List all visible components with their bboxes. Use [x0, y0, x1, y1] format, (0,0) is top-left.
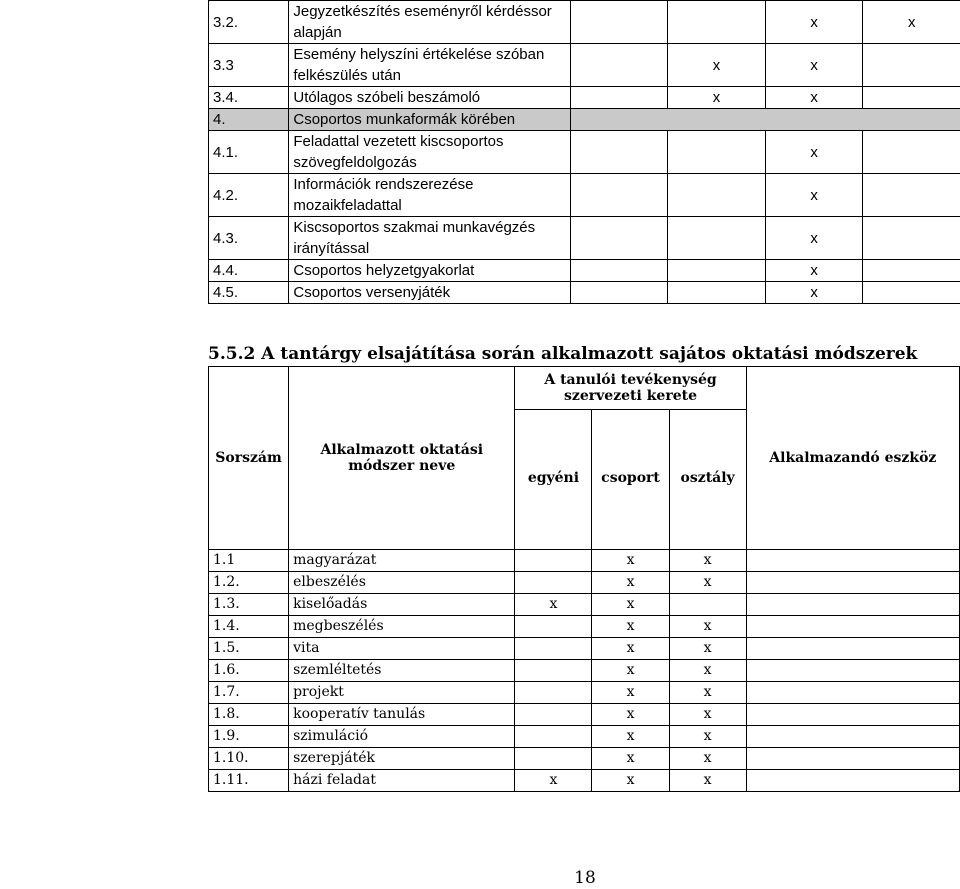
mark-csoport: x [592, 704, 669, 726]
table-row [209, 131, 960, 174]
table-row [209, 87, 960, 109]
mark-cell [863, 87, 960, 109]
mark-cell [668, 282, 766, 304]
mark-csoport: x [592, 594, 669, 616]
method-name: kooperatív tanulás [289, 704, 515, 726]
mark-cell: x [668, 87, 766, 109]
row-number: 1.11. [209, 770, 289, 792]
mark-egyeni [515, 550, 592, 572]
mark-osztaly: x [669, 726, 746, 748]
mark-osztaly: x [669, 550, 746, 572]
row-number: 4.2. [209, 174, 289, 217]
table-row [209, 748, 960, 770]
category-row [209, 109, 960, 131]
row-number: 4.3. [209, 217, 289, 260]
mark-cell: x [765, 131, 863, 174]
tool-cell [746, 638, 959, 660]
mark-egyeni: x [515, 770, 592, 792]
header-tool: Alkalmazandó eszköz [746, 367, 959, 550]
category-fill [570, 109, 960, 131]
table-row [209, 682, 960, 704]
mark-csoport: x [592, 770, 669, 792]
mark-egyeni [515, 572, 592, 594]
mark-cell [570, 87, 668, 109]
mark-csoport: x [592, 682, 669, 704]
table-row [209, 594, 960, 616]
mark-egyeni [515, 726, 592, 748]
mark-osztaly: x [669, 660, 746, 682]
methods-table-top [208, 0, 960, 304]
tool-cell [746, 572, 959, 594]
tool-cell [746, 770, 959, 792]
mark-cell [570, 131, 668, 174]
mark-osztaly: x [669, 748, 746, 770]
mark-egyeni [515, 704, 592, 726]
method-name: házi feladat [289, 770, 515, 792]
row-number: 1.8. [209, 704, 289, 726]
row-number: 1.10. [209, 748, 289, 770]
row-name: Utólagos szóbeli beszámoló [289, 87, 570, 109]
mark-cell [863, 174, 960, 217]
mark-csoport: x [592, 660, 669, 682]
mark-osztaly: x [669, 704, 746, 726]
mark-csoport: x [592, 572, 669, 594]
row-number: 3.2. [209, 1, 289, 44]
table-row [209, 217, 960, 260]
table-row [209, 44, 960, 87]
method-name: elbeszélés [289, 572, 515, 594]
row-name: Csoportos munkaformák körében [289, 109, 570, 131]
mark-osztaly: x [669, 616, 746, 638]
table-row [209, 638, 960, 660]
mark-csoport: x [592, 726, 669, 748]
mark-osztaly: x [669, 572, 746, 594]
tool-cell [746, 704, 959, 726]
mark-cell: x [765, 44, 863, 87]
method-name: szerepjáték [289, 748, 515, 770]
mark-osztaly [669, 594, 746, 616]
methods-table-top-body [209, 1, 960, 304]
table-row [209, 726, 960, 748]
mark-cell [570, 44, 668, 87]
table-row [209, 1, 960, 44]
mark-cell [668, 174, 766, 217]
mark-cell: x [765, 282, 863, 304]
mark-egyeni [515, 660, 592, 682]
tool-cell [746, 616, 959, 638]
tool-cell [746, 660, 959, 682]
row-name: Csoportos versenyjáték [289, 282, 570, 304]
mark-cell: x [668, 44, 766, 87]
row-number: 1.9. [209, 726, 289, 748]
mark-csoport: x [592, 550, 669, 572]
row-number: 3.3 [209, 44, 289, 87]
header-activity-frame: A tanulói tevékenység szervezeti kerete [515, 367, 746, 410]
row-number: 1.7. [209, 682, 289, 704]
row-name: Jegyzetkészítés eseményről kérdéssor alapján [289, 1, 570, 44]
table-row [209, 282, 960, 304]
mark-egyeni: x [515, 594, 592, 616]
row-number: 1.5. [209, 638, 289, 660]
mark-cell [570, 1, 668, 44]
row-number: 1.2. [209, 572, 289, 594]
page-number: 18 [574, 868, 596, 888]
section-heading: 5.5.2 A tantárgy elsajátítása során alkalmazott sajátos oktatási módszerek [208, 344, 918, 364]
row-number: 4.1. [209, 131, 289, 174]
row-name: Esemény helyszíni értékelése szóban felkészülés után [289, 44, 570, 87]
method-name: kiselőadás [289, 594, 515, 616]
table-row [209, 260, 960, 282]
mark-cell: x [765, 260, 863, 282]
mark-csoport: x [592, 616, 669, 638]
mark-cell [668, 217, 766, 260]
row-number: 1.3. [209, 594, 289, 616]
table-row [209, 616, 960, 638]
row-number: 1.1 [209, 550, 289, 572]
mark-egyeni [515, 682, 592, 704]
mark-osztaly: x [669, 638, 746, 660]
row-number: 3.4. [209, 87, 289, 109]
mark-cell [668, 1, 766, 44]
table-row [209, 704, 960, 726]
mark-cell: x [863, 1, 960, 44]
method-name: magyarázat [289, 550, 515, 572]
row-name: Feladattal vezetett kiscsoportos szövegfeldolgozás [289, 131, 570, 174]
mark-cell: x [765, 174, 863, 217]
method-name: projekt [289, 682, 515, 704]
header-egyeni: egyéni [515, 410, 592, 550]
row-name: Kiscsoportos szakmai munkavégzés irányítással [289, 217, 570, 260]
table-row [209, 660, 960, 682]
tool-cell [746, 726, 959, 748]
mark-osztaly: x [669, 770, 746, 792]
row-number: 1.6. [209, 660, 289, 682]
mark-cell [570, 260, 668, 282]
mark-egyeni [515, 638, 592, 660]
tool-cell [746, 748, 959, 770]
table-row [209, 572, 960, 594]
mark-cell [863, 217, 960, 260]
row-name: Csoportos helyzetgyakorlat [289, 260, 570, 282]
row-number: 4.5. [209, 282, 289, 304]
mark-cell [863, 131, 960, 174]
mark-cell [570, 217, 668, 260]
mark-cell [570, 174, 668, 217]
mark-cell: x [765, 87, 863, 109]
header-sorszam: Sorszám [209, 367, 289, 550]
tool-cell [746, 594, 959, 616]
mark-cell [668, 260, 766, 282]
mark-csoport: x [592, 638, 669, 660]
tool-cell [746, 550, 959, 572]
header-osztaly: osztály [669, 410, 746, 550]
row-number: 1.4. [209, 616, 289, 638]
method-name: megbeszélés [289, 616, 515, 638]
special-methods-body [209, 550, 960, 792]
special-methods-table [208, 366, 960, 792]
method-name: szemléltetés [289, 660, 515, 682]
row-name: Információk rendszerezése mozaikfeladattal [289, 174, 570, 217]
mark-egyeni [515, 748, 592, 770]
mark-cell [863, 260, 960, 282]
header-method-name: Alkalmazott oktatási módszer neve [289, 367, 515, 550]
mark-osztaly: x [669, 682, 746, 704]
row-number: 4.4. [209, 260, 289, 282]
mark-cell: x [765, 217, 863, 260]
header-csoport: csoport [592, 410, 669, 550]
mark-cell: x [765, 1, 863, 44]
mark-csoport: x [592, 748, 669, 770]
method-name: vita [289, 638, 515, 660]
table-row [209, 550, 960, 572]
row-number: 4. [209, 109, 289, 131]
tool-cell [746, 682, 959, 704]
table-row [209, 770, 960, 792]
mark-cell [863, 282, 960, 304]
mark-egyeni [515, 616, 592, 638]
mark-cell [668, 131, 766, 174]
table-row [209, 174, 960, 217]
mark-cell [863, 44, 960, 87]
method-name: szimuláció [289, 726, 515, 748]
mark-cell [570, 282, 668, 304]
